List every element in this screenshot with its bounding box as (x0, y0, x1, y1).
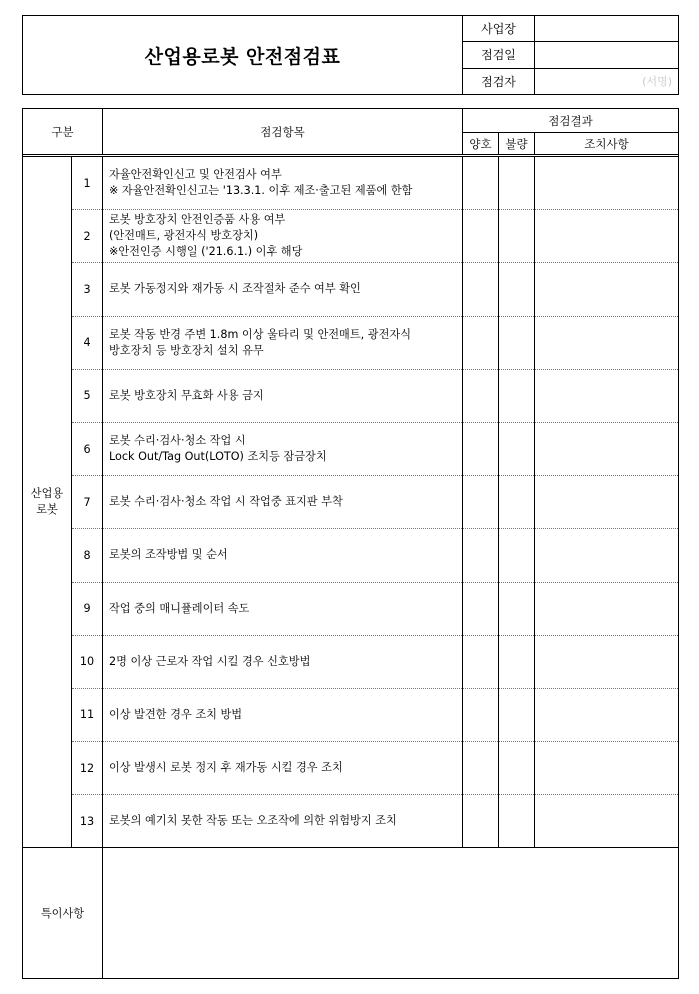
category-cell (23, 157, 72, 848)
item-line: 로봇 가동정지와 재가동 시 조작절차 준수 여부 확인 (109, 282, 361, 296)
bad-cell[interactable] (499, 795, 535, 848)
item-number: 11 (72, 688, 103, 741)
item-number: 3 (72, 263, 103, 316)
bad-cell[interactable] (499, 635, 535, 688)
item-header: 점검항목 (103, 109, 463, 155)
action-cell[interactable] (535, 582, 679, 635)
item-text (103, 316, 463, 369)
header-table (22, 15, 679, 95)
action-cell[interactable] (535, 422, 679, 475)
good-cell[interactable] (463, 316, 499, 369)
item-number: 7 (72, 476, 103, 529)
workplace-field[interactable] (535, 16, 679, 42)
item-text (103, 263, 463, 316)
table-row (23, 157, 679, 210)
note-field[interactable] (103, 848, 679, 979)
category-line: 산업용 (30, 487, 64, 501)
checklist-table (22, 108, 679, 979)
note-row (23, 848, 679, 979)
item-number: 4 (72, 316, 103, 369)
table-row (23, 529, 679, 582)
action-cell[interactable] (535, 742, 679, 795)
inspection-date-label: 점검일 (463, 42, 535, 68)
inspector-signature-field[interactable]: (서명) (535, 68, 679, 94)
item-text (103, 742, 463, 795)
good-cell[interactable] (463, 742, 499, 795)
item-text (103, 210, 463, 263)
good-cell[interactable] (463, 529, 499, 582)
item-number: 9 (72, 582, 103, 635)
item-text (103, 688, 463, 741)
good-cell[interactable] (463, 263, 499, 316)
item-line: 로봇 수리·검사·청소 작업 시 작업중 표지판 부착 (109, 495, 343, 509)
bad-cell[interactable] (499, 210, 535, 263)
page-title: 산업용로봇 안전점검표 (23, 16, 463, 95)
item-line: 로봇 방호장치 안전인증품 사용 여부 (109, 213, 286, 227)
table-row (23, 795, 679, 848)
action-cell[interactable] (535, 210, 679, 263)
item-text (103, 476, 463, 529)
table-row (23, 316, 679, 369)
item-line: 2명 이상 근로자 작업 시킬 경우 신호방법 (109, 654, 311, 668)
item-text (103, 529, 463, 582)
item-text (103, 795, 463, 848)
bad-cell[interactable] (499, 157, 535, 210)
table-row (23, 582, 679, 635)
item-line: ※ 자율안전확인신고는 '13.3.1. 이후 제조·출고된 제품에 한함 (109, 184, 413, 198)
item-text (103, 422, 463, 475)
good-cell[interactable] (463, 688, 499, 741)
table-row (23, 742, 679, 795)
item-number: 10 (72, 635, 103, 688)
item-text (103, 582, 463, 635)
action-cell[interactable] (535, 688, 679, 741)
category-line: 로봇 (36, 503, 58, 517)
inspector-label: 점검자 (463, 68, 535, 94)
item-line: 방호장치 등 방호장치 설치 유무 (109, 343, 264, 357)
item-line: 로봇 수리·검사·청소 작업 시 (109, 434, 246, 448)
workplace-label: 사업장 (463, 16, 535, 42)
item-line: (안전매트, 광전자식 방호장치) (109, 229, 259, 243)
item-number: 2 (72, 210, 103, 263)
item-number: 13 (72, 795, 103, 848)
item-number: 5 (72, 369, 103, 422)
bad-cell[interactable] (499, 529, 535, 582)
table-row (23, 635, 679, 688)
item-text (103, 369, 463, 422)
table-row (23, 422, 679, 475)
bad-cell[interactable] (499, 476, 535, 529)
action-cell[interactable] (535, 316, 679, 369)
action-cell[interactable] (535, 795, 679, 848)
table-row (23, 688, 679, 741)
item-line: ※안전인증 시행일 ('21.6.1.) 이후 해당 (109, 245, 303, 259)
bad-cell[interactable] (499, 369, 535, 422)
action-cell[interactable] (535, 369, 679, 422)
action-cell[interactable] (535, 157, 679, 210)
bad-header: 불량 (499, 133, 535, 155)
action-cell[interactable] (535, 476, 679, 529)
item-number: 6 (72, 422, 103, 475)
result-header: 점검결과 (463, 109, 679, 133)
category-header: 구분 (23, 109, 103, 155)
note-label: 특이사항 (23, 848, 103, 979)
item-line: 로봇 방호장치 무효화 사용 금지 (109, 388, 264, 402)
action-cell[interactable] (535, 635, 679, 688)
action-cell[interactable] (535, 529, 679, 582)
item-text (103, 635, 463, 688)
bad-cell[interactable] (499, 742, 535, 795)
item-number: 1 (72, 157, 103, 210)
good-header: 양호 (463, 133, 499, 155)
good-cell[interactable] (463, 795, 499, 848)
table-row (23, 263, 679, 316)
bad-cell[interactable] (499, 422, 535, 475)
table-row (23, 369, 679, 422)
good-cell[interactable] (463, 476, 499, 529)
item-number: 12 (72, 742, 103, 795)
item-line: 이상 발견한 경우 조치 방법 (109, 707, 243, 721)
item-text (103, 157, 463, 210)
bad-cell[interactable] (499, 263, 535, 316)
item-number: 8 (72, 529, 103, 582)
table-row (23, 210, 679, 263)
item-line: 작업 중의 매니퓰레이터 속도 (109, 601, 250, 615)
item-line: 로봇 작동 반경 주변 1.8m 이상 울타리 및 안전매트, 광전자식 (109, 327, 412, 341)
good-cell[interactable] (463, 635, 499, 688)
table-row (23, 476, 679, 529)
inspection-date-field[interactable] (535, 42, 679, 68)
good-cell[interactable] (463, 210, 499, 263)
good-cell[interactable] (463, 157, 499, 210)
good-cell[interactable] (463, 582, 499, 635)
good-cell[interactable] (463, 422, 499, 475)
bad-cell[interactable] (499, 582, 535, 635)
action-header: 조치사항 (535, 133, 679, 155)
item-line: 이상 발생시 로봇 정지 후 재가동 시킬 경우 조치 (109, 761, 343, 775)
item-line: 로봇의 조작방법 및 순서 (109, 548, 228, 562)
action-cell[interactable] (535, 263, 679, 316)
good-cell[interactable] (463, 369, 499, 422)
item-line: Lock Out/Tag Out(LOTO) 조치등 잠금장치 (109, 450, 327, 464)
item-line: 자율안전확인신고 및 안전검사 여부 (109, 168, 282, 182)
bad-cell[interactable] (499, 688, 535, 741)
item-line: 로봇의 예기치 못한 작동 또는 오조작에 의한 위험방지 조치 (109, 814, 397, 828)
bad-cell[interactable] (499, 316, 535, 369)
